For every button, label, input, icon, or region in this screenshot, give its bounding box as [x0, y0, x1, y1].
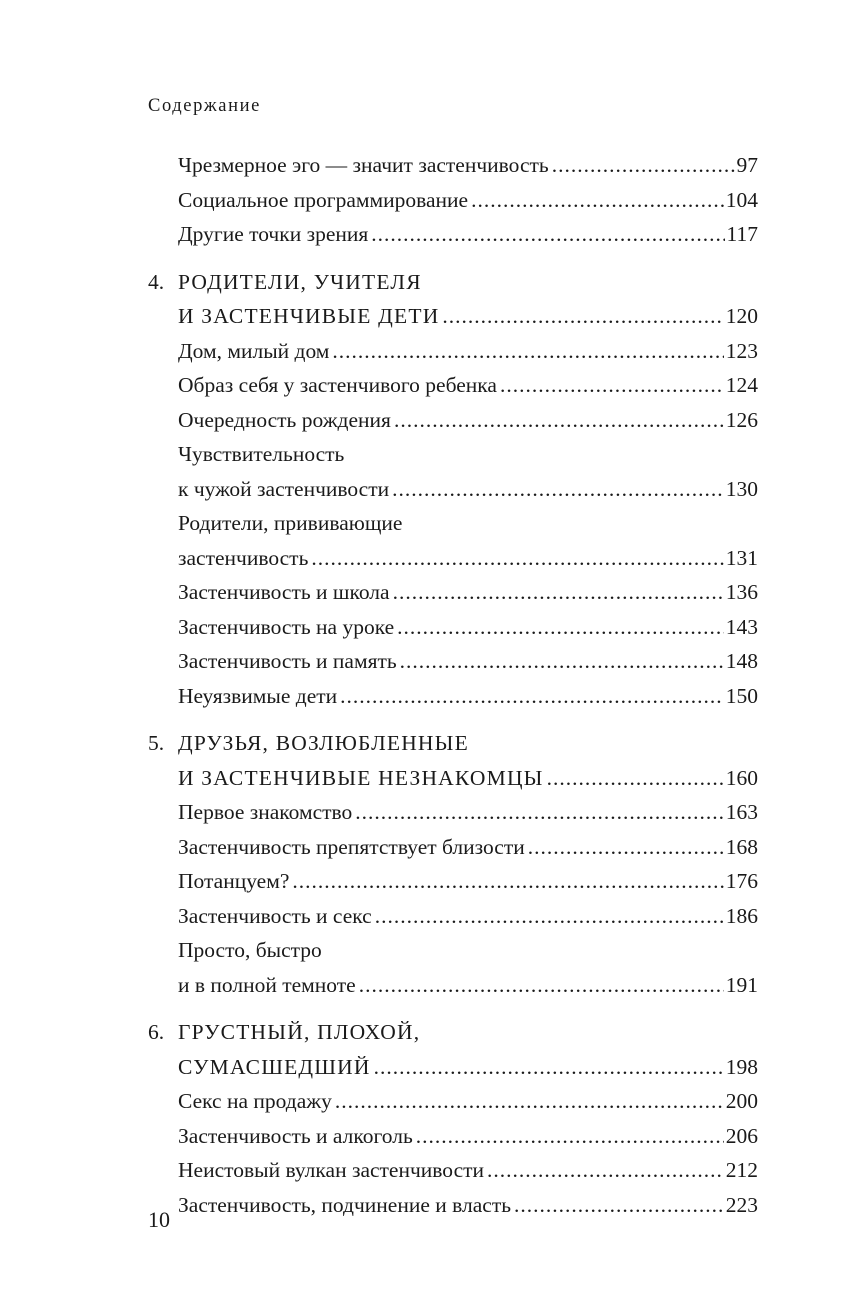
entry-title: Неистовый вулкан застенчивости [178, 1158, 485, 1182]
toc-entry [148, 506, 758, 575]
entry-title: Застенчивость, подчинение и власть [178, 1192, 512, 1217]
dot-leader [547, 761, 724, 796]
entry-page: 200 [725, 1089, 758, 1113]
entry-title: Другие точки зрения [178, 222, 369, 246]
dot-leader [487, 1153, 724, 1188]
entry-page: 168 [725, 834, 758, 859]
dot-leader [471, 183, 724, 218]
dot-leader [355, 795, 723, 830]
entry-title: Очередность рождения [178, 407, 391, 432]
chapter-title-line2: СУМАСШЕДШИЙ [178, 1054, 371, 1079]
entry-title: Неуязвимые дети [178, 683, 338, 708]
dot-leader [528, 830, 724, 865]
chapter-title-line1: ДРУЗЬЯ, ВОЗЛЮБЛЕННЫЕ [178, 731, 469, 755]
entry-page: 136 [725, 580, 758, 604]
dot-leader [374, 1050, 724, 1085]
entry-page: 176 [725, 869, 758, 893]
toc-entry [148, 933, 758, 1002]
entry-title: Застенчивость и школа [178, 580, 390, 604]
toc-entry [148, 334, 758, 369]
dot-leader [500, 368, 724, 403]
entry-page: 163 [725, 800, 758, 824]
toc-entry [148, 217, 758, 252]
page-number: 10 [148, 1207, 170, 1232]
toc-entry [148, 679, 758, 714]
entry-page: 97 [736, 153, 758, 177]
dot-leader [332, 334, 723, 369]
entry-page: 160 [725, 765, 758, 790]
chapter-title-line1: РОДИТЕЛИ, УЧИТЕЛЯ [178, 269, 422, 294]
dot-leader [400, 644, 724, 679]
entry-page: 148 [725, 649, 758, 673]
chapter-title-line2: И ЗАСТЕНЧИВЫЕ НЕЗНАКОМЦЫ [178, 765, 544, 790]
toc-entry [148, 1188, 758, 1223]
dot-leader [359, 968, 724, 1003]
toc-entry [148, 1153, 758, 1188]
chapter-6-heading [148, 1015, 758, 1084]
entry-page: 212 [725, 1158, 758, 1182]
entry-page: 186 [725, 903, 758, 928]
toc-entry [148, 1119, 758, 1154]
dot-leader [442, 299, 723, 334]
entry-title: Застенчивость и секс [178, 903, 372, 928]
entry-page: 120 [725, 304, 758, 328]
entry-page: 150 [725, 683, 758, 708]
toc-entry [148, 610, 758, 645]
chapter-number: 6. [148, 1020, 165, 1044]
entry-title-line2: и в полной темноте [178, 972, 356, 997]
entry-page: 104 [725, 187, 758, 212]
chapter-5-heading [148, 726, 758, 795]
dot-leader [397, 610, 724, 645]
entry-title: Секс на продажу [178, 1089, 332, 1113]
chapter-number: 4. [148, 269, 165, 294]
entry-page: 131 [725, 545, 758, 570]
entry-page: 130 [725, 476, 758, 501]
entry-page: 206 [725, 1123, 758, 1148]
toc-entry [148, 644, 758, 679]
entry-title-line2: к чужой застенчивости [178, 476, 390, 501]
toc-entry [148, 368, 758, 403]
dot-leader [514, 1188, 724, 1223]
entry-title-line1: Чувствительность [178, 442, 345, 466]
entry-title: Чрезмерное эго — значит застенчивость [178, 153, 549, 177]
chapter-title-line1: ГРУСТНЫЙ, ПЛОХОЙ, [178, 1020, 421, 1044]
entry-page: 123 [725, 338, 758, 363]
chapter-title-line2: И ЗАСТЕНЧИВЫЕ ДЕТИ [178, 304, 440, 328]
entry-page: 143 [725, 614, 758, 639]
dot-leader [392, 472, 724, 507]
entry-title: Дом, милый дом [178, 338, 330, 363]
toc-entry [148, 575, 758, 610]
entry-page: 117 [726, 222, 758, 246]
toc-entry [148, 830, 758, 865]
toc-entry [148, 148, 758, 183]
chapter-number: 5. [148, 731, 165, 755]
chapter-4-heading [148, 265, 758, 334]
running-head: Содержание [148, 96, 261, 116]
dot-leader [371, 217, 724, 252]
entry-page: 198 [725, 1054, 758, 1079]
entry-title: Застенчивость и память [178, 649, 397, 673]
dot-leader [394, 403, 724, 438]
entry-title: Образ себя у застенчивого ребенка [178, 373, 497, 397]
toc-entry [148, 795, 758, 830]
dot-leader [393, 575, 724, 610]
toc-entry [148, 437, 758, 506]
table-of-contents [148, 148, 758, 1222]
entry-title-line2: застенчивость [178, 545, 309, 570]
toc-entry [148, 1084, 758, 1119]
toc-entry [148, 183, 758, 218]
dot-leader [311, 541, 723, 576]
entry-title: Застенчивость на уроке [178, 614, 395, 639]
toc-entry [148, 899, 758, 934]
dot-leader [375, 899, 724, 934]
entry-title-line1: Просто, быстро [178, 938, 322, 962]
dot-leader [552, 148, 735, 183]
entry-title: Застенчивость и алкоголь [178, 1123, 413, 1148]
dot-leader [416, 1119, 724, 1154]
toc-entry [148, 864, 758, 899]
toc-entry [148, 403, 758, 438]
entry-title-line1: Родители, прививающие [178, 511, 403, 535]
entry-page: 223 [725, 1192, 758, 1217]
dot-leader [335, 1084, 724, 1119]
entry-page: 191 [725, 972, 758, 997]
entry-title: Потанцуем? [178, 869, 290, 893]
dot-leader [292, 864, 723, 899]
entry-title: Социальное программирование [178, 187, 469, 212]
entry-page: 126 [725, 407, 758, 432]
dot-leader [340, 679, 724, 714]
entry-title: Первое знакомство [178, 800, 353, 824]
entry-page: 124 [725, 373, 758, 397]
entry-title: Застенчивость препятствует близости [178, 834, 525, 859]
